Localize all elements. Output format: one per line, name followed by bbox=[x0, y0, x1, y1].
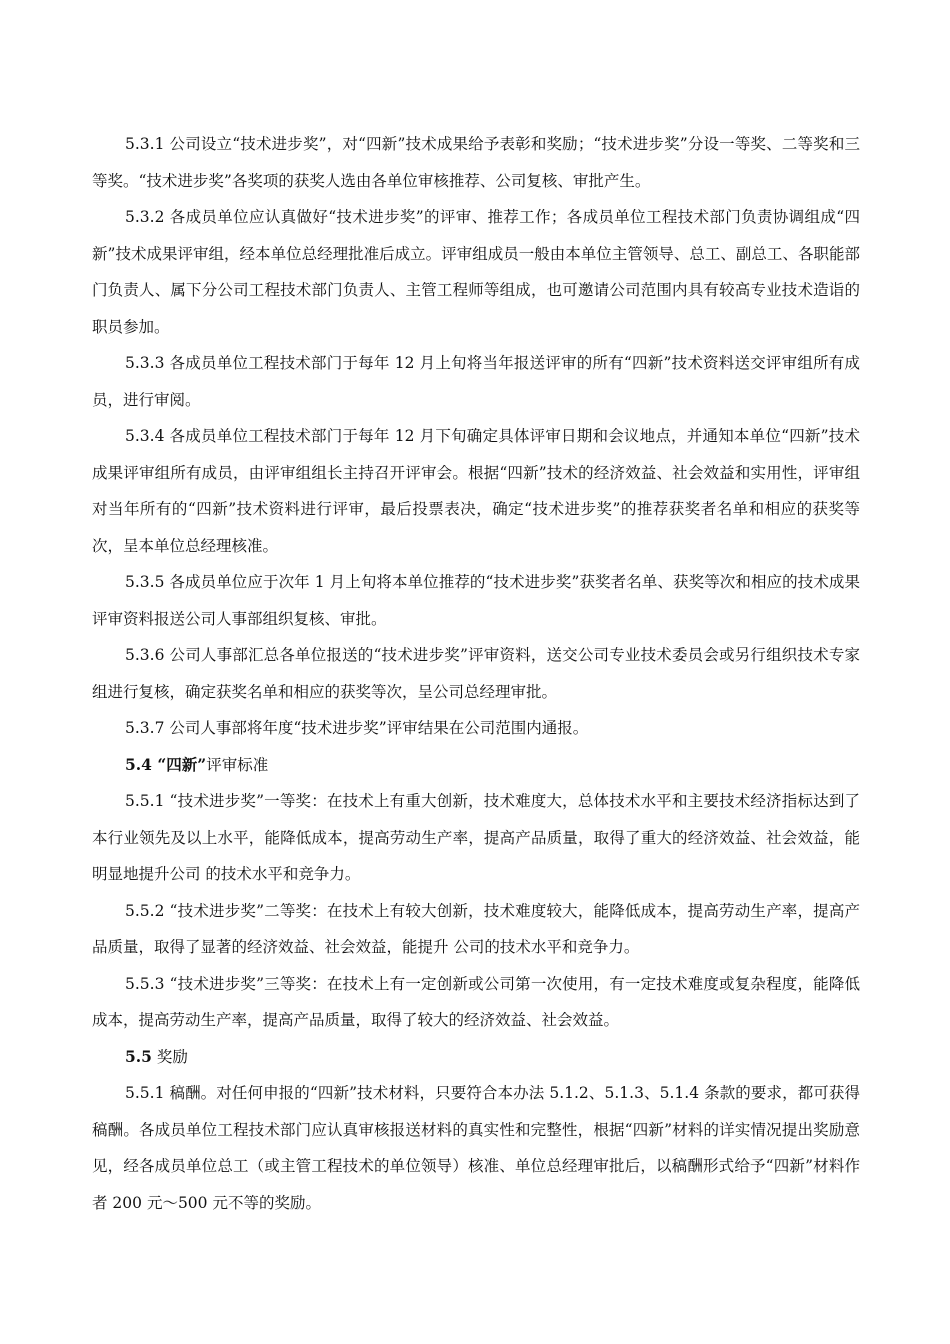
paragraph-5-3-5: 5.3.5 各成员单位应于次年 1 月上旬将本单位推荐的“技术进步奖”获奖者名单、获奖等次和相应的技术成果评审资料报送公司人事部组织复核、审批。 bbox=[92, 573, 860, 628]
paragraph-5-5-3-third-prize: 5.5.3 “技术进步奖”三等奖：在技术上有一定创新或公司第一次使用，有一定技术难度或复杂程度，能降低成本，提高劳动生产率，提高产品质量，取得了较大的经济效益、社会效益。 bbox=[92, 974, 860, 1029]
section-heading-5-5-number: 5.5 bbox=[125, 1046, 152, 1066]
paragraph-5-3-7: 5.3.7 公司人事部将年度“技术进步奖”评审结果在公司范围内通报。 bbox=[125, 719, 589, 737]
section-heading-5-4-number: 5.4 “四新” bbox=[125, 754, 207, 774]
paragraph-5-3-1: 5.3.1 公司设立“技术进步奖”，对“四新”技术成果给予表彰和奖励；“技术进步奖”分设一等奖、二等奖和三等奖。“技术进步奖”各奖项的获奖人选由各单位审核推荐、公司复核、审批产生。 bbox=[92, 135, 860, 190]
paragraph-5-3-6: 5.3.6 公司人事部汇总各单位报送的“技术进步奖”评审资料，送交公司专业技术委员会或另行组织技术专家组进行复核，确定获奖名单和相应的获奖等次，呈公司总经理审批。 bbox=[92, 646, 860, 701]
paragraph-5-5-2-second-prize: 5.5.2 “技术进步奖”二等奖：在技术上有较大创新，技术难度较大，能降低成本，提高劳动生产率，提高产品质量，取得了显著的经济效益、社会效益，能提升 公司的技术水平和竞争力。 bbox=[92, 901, 860, 956]
paragraph-5-3-2: 5.3.2 各成员单位应认真做好“技术进步奖”的评审、推荐工作；各成员单位工程技术部门负责协调组成“四新”技术成果评审组，经本单位总经理批准后成立。评审组成员一般由本单位主管领导、总工、副总工、各职能部门负责人、属下分公司工程技术部门负责人、主管工程师等组成，也可邀请公司范围内具有较高专业技术造诣的职员参加。 bbox=[92, 208, 860, 336]
section-heading-5-4 bbox=[92, 747, 860, 784]
paragraph-5-3-3: 5.3.3 各成员单位工程技术部门于每年 12 月上旬将当年报送评审的所有“四新”技术资料送交评审组所有成员，进行审阅。 bbox=[92, 354, 860, 409]
paragraph-5-3-4: 5.3.4 各成员单位工程技术部门于每年 12 月下旬确定具体评审日期和会议地点，并通知本单位“四新”技术成果评审组所有成员，由评审组组长主持召开评审会。根据“四新”技术的经济效益、社会效益和实用性，评审组对当年所有的“四新”技术资料进行评审，最后投票表决，确定“技术进步奖”的推荐获奖者名单和相应的获奖等次，呈本单位总经理核准。 bbox=[92, 427, 860, 555]
section-heading-5-5 bbox=[92, 1039, 860, 1076]
section-heading-5-4-title: 评审标准 bbox=[206, 755, 269, 774]
section-heading-5-5-title: 奖励 bbox=[156, 1047, 188, 1066]
paragraph-5-5-1-remuneration: 5.5.1 稿酬。对任何申报的“四新”技术材料，只要符合本办法 5.1.2、5.1.3、5.1.4 条款的要求，都可获得稿酬。各成员单位工程技术部门应认真审核报送材料的真实性和完整性，根据“四新”材料的详实情况提出奖励意见，经各成员单位总工（或主管工程技术的单位领导）核准、单位总经理审批后，以稿酬形式给予“四新”材料作者 200 元～500 元不等的奖励。 bbox=[92, 1084, 860, 1212]
paragraph-5-5-1-first-prize: 5.5.1 “技术进步奖”一等奖：在技术上有重大创新，技术难度大，总体技术水平和主要技术经济指标达到了本行业领先及以上水平，能降低成本，提高劳动生产率，提高产品质量，取得了重大的经济效益、社会效益，能明显地提升公司 的技术水平和竞争力。 bbox=[92, 792, 860, 883]
document-body bbox=[92, 126, 860, 1221]
